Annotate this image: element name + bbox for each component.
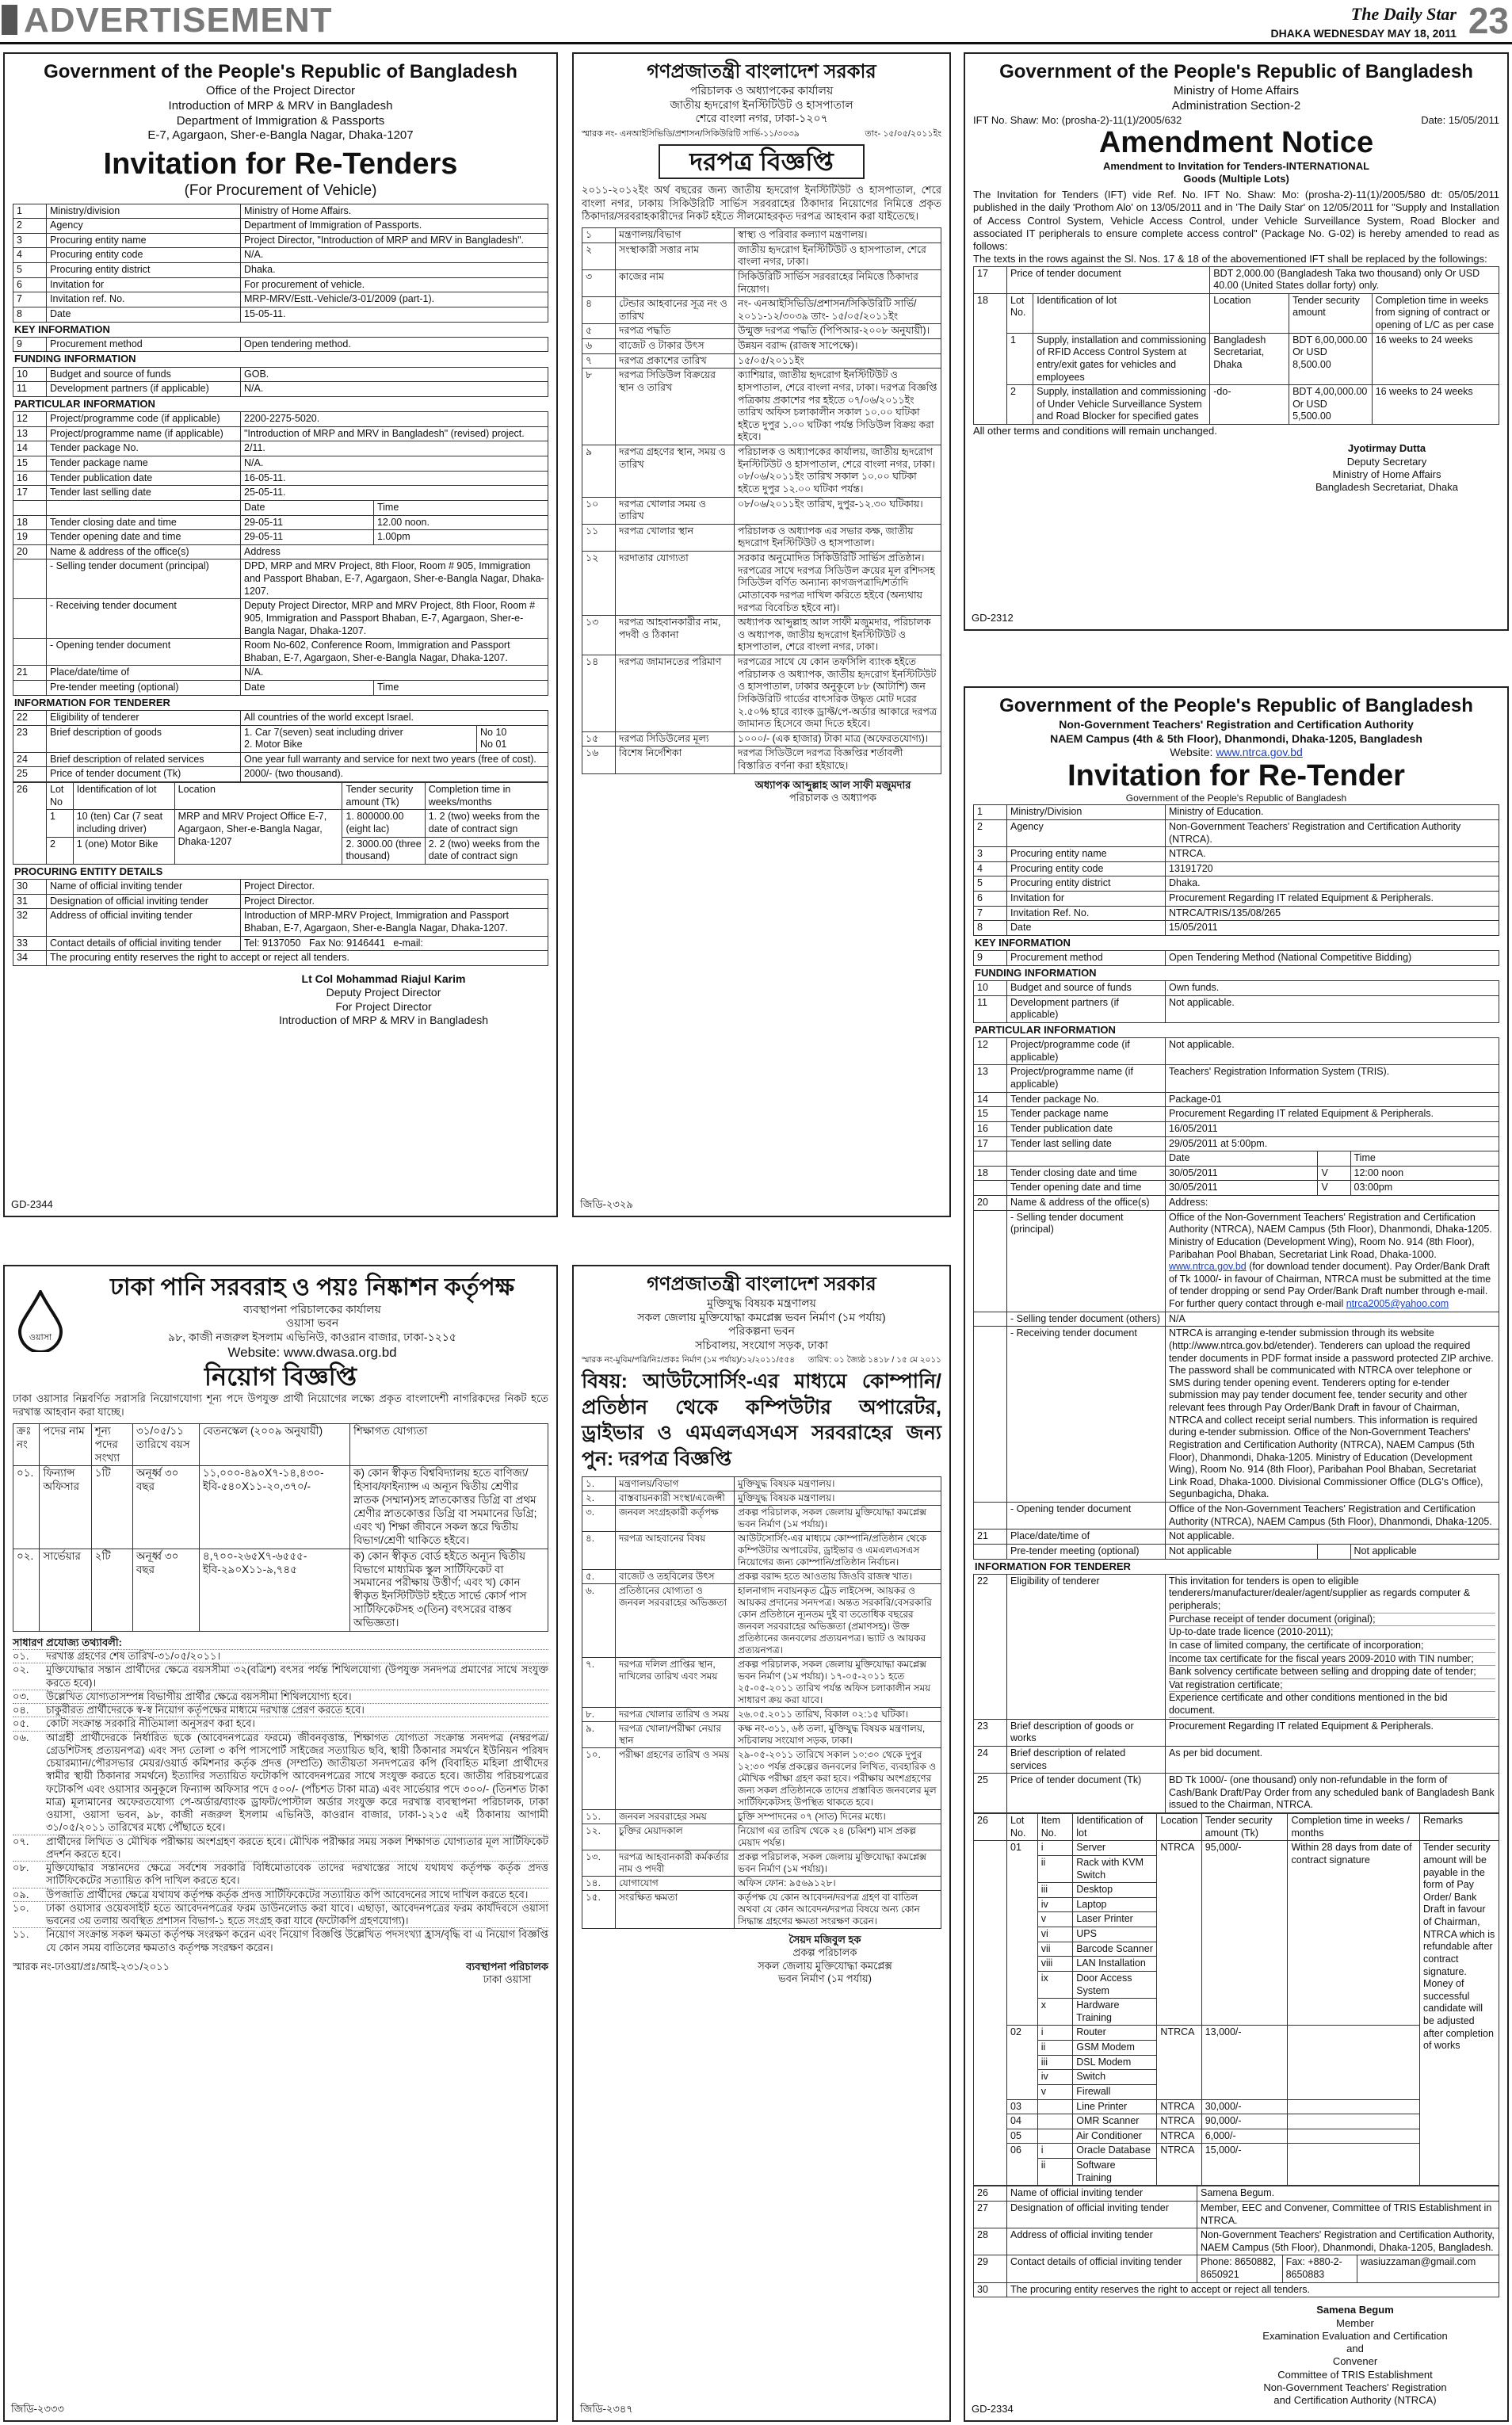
office-line: ৯৮, কাজী নজরুল ইসলাম এভিনিউ, কাওরান বাজার, ঢাকা-১২১৫ — [168, 1330, 456, 1343]
table-row: v Laser Printer — [974, 1912, 1499, 1927]
tender-table — [582, 1476, 941, 1929]
table-row: 20 Name & address of the office(s) Address: — [974, 1196, 1499, 1211]
office-line: Office of the Project Director — [205, 84, 356, 97]
ad-heading: গণপ্রজাতন্ত্রী বাংলাদেশ সরকার — [647, 61, 876, 82]
table-row: 1 10 (ten) Car (7 seat including driver) MRP and MRV Project Office E-7, Agargaon, Sher-e-Bangla Nagar, Dhaka-1207 1. 800000.00 (eight lac) 1. 2 (two) weeks from the date of contract sign — [13, 810, 548, 837]
table-row: 6 Invitation for For procurement of vehicle. — [13, 277, 548, 292]
table-row: Pre-tender meeting (optional) Date Time — [13, 681, 548, 696]
table-row: 18 Tender closing date and time 29-05-11 12.00 noon. — [13, 515, 548, 530]
table-row: - Opening tender document Room No-602, Conference Room, Immigration and Passport Bhaban, E-7, Agargaon, Sher-e-Bangla Nagar, Dhaka-1207. — [13, 639, 548, 666]
condition-item: ০৬. আগ্রহী প্রার্থীদেরকে নির্ধারিত ছকে (আবেদনপত্রের ফরমে) জীবনবৃত্তান্ত, শিক্ষাগত যোগ্যতা সংক্রান্ত সনদপত্র (নম্বরপত্র/গ্রেডশিটসহ প্রত্যয়নপত্র) এবং সদ্য তোলা ৩ কপি পাসপোর্ট সাইজের সত্যায়িত ছবি, স্থায়ী ঠিকানার সমর্থনে ইউনিয়ন পরিষদ চেয়ারম্যান/পৌরসভার মেয়র/ওয়ার্ড কমিশনার কর্তৃক প্রদত্ত (সম্প্রতি) জাতীয়তা সনদপত্রের কপি (বিবাহিত মহিলা প্রার্থীদের স্বামীর স্থায়ী ঠিকানার সমর্থনে) ইত্যাদির সত্যায়িত ফটোকপি আবেদনপত্রের সাথে সংযুক্ত করতে হবে। জাতীয় পরিচয়পত্রের ফটোকপি এবং ওয়াসার অনুকূলে ফিন্যান্স অফিসার পদে ৫০০/- (পাঁচশত টাকা মাত্র) এবং সার্ভেয়ার পদে ৩০০/- (তিনশত টাকা মাত্র) মূল্যমানের অফেরতযোগ্য পে-অর্ডার/ব্যাংক ড্রাফট/পোস্টাল অর্ডার সংযুক্ত করে দরখাস্ত ব্যবস্থাপনা পরিচালক, ঢাকা ওয়াসা, ওয়াসা ভবন, ৯৮, কাজী নজরুল ইসলাম এভিনিউ, কাওরান বাজার, ঢাকা-১২১৫ এই ঠিকানায় আগামী ৩১/০৫/২০১১ তারিখের মধ্যে পৌঁছাতে হবে। — [13, 1731, 548, 1834]
table-header-row: 26 Lot No. Item No. Identification of lot Location Tender security amount (Tk) Completion time in weeks / months Remarks — [974, 1814, 1499, 1841]
table-row: ৭. দরপত্র দলিল প্রাপ্তির স্থান, দাখিলের তারিখ এবং সময় প্রকল্প পরিচালক, সকল জেলায় মুক্তিযোদ্ধা কমপ্লেক্স ভবন নির্মাণ (১ম পর্যায়)। ১৭-০৫-২০১১ হতে ২৫-০৫-২০১১ তারিখ পর্যন্ত অফিস চলাকালীন সময় সাধারণ ক্রয় করা যাবে। — [582, 1658, 941, 1708]
tenderer-table — [13, 710, 548, 782]
ad-code: জিডি-২৩২৯ — [580, 1197, 633, 1210]
table-row: 33 Contact details of official inviting tender Tel: 9137050 Fax No: 9146441 e-mail: — [13, 936, 548, 951]
table-row: 3 Procuring entity name NTRCA. — [974, 847, 1499, 862]
table-row: 4 Procuring entity code N/A. — [13, 248, 548, 263]
ad-heading: Government of the People's Republic of Bangladesh — [999, 695, 1473, 716]
table-row: iv Switch — [974, 2070, 1499, 2085]
note: All other terms and conditions will remain unchanged. — [973, 425, 1217, 437]
ad-code: জিডি-২৩৩৩ — [11, 2402, 64, 2415]
table-row: ৯. দরপত্র খোলা/পরীক্ষা নেয়ার স্থান কক্ষ নং-৩১১, ৬ষ্ঠ তলা, মুক্তিযুদ্ধ বিষয়ক মন্ত্রণালয়, সচিবালয় সংযোগ সড়ক, ঢাকা। — [582, 1722, 941, 1748]
ad-subtitle: (For Procurement of Vehicle) — [184, 181, 377, 199]
ad-title: নিয়োগ বিজ্ঞপ্তি — [204, 1362, 357, 1392]
procuring-table — [973, 2186, 1499, 2297]
section-label: FUNDING INFORMATION — [14, 353, 136, 365]
office-line: ব্যবস্থাপনা পরিচালকের কার্যালয় — [243, 1302, 381, 1316]
condition-item: ০৮. মুক্তিযোদ্ধার সন্তানদের ক্ষেত্রে সর্বশেষ সরকারি বিধিমোতাবেক তাদের দরখাস্তের সাথে যথাযথ কর্তৃপক্ষ কর্তৃক প্রদত্ত সার্টিফিকেটের সত্যায়িত কপি দাখিল করতে হবে। — [13, 1862, 548, 1887]
table-row: vii Barcode Scanner — [974, 1942, 1499, 1957]
eligibility-item: Purchase receipt of tender document (original); — [1169, 1613, 1495, 1627]
table-row: ০২. সার্ভেয়ার ২টি অনূর্ধ্ব ৩০ বছর ৪,৭০০-২৬৫X৭-৬৫৫৫-ইবি-২৯০X১১-৯,৭৪৫ ক) কোন স্বীকৃত বোর্ড হইতে অন্যূন দ্বিতীয় বিভাগে মাধ্যমিক স্কুল সার্টিফিকেট বা সমমানের পরীক্ষায় উত্তীর্ণ; এবং খ) কোন স্বীকৃত ইনস্টিটিউট হইতে সার্ভে কোর্স পাস সার্টিফিকেটসহ ৩(তিন) বৎসরের বাস্তব অভিজ্ঞতা। — [13, 1549, 548, 1631]
table-row: ii Software Training — [974, 2159, 1499, 2186]
ad-title: Invitation for Re-Tenders — [103, 147, 458, 181]
ad-ntrca-re-tender — [964, 686, 1509, 2422]
wasa-logo: ওয়াসা — [13, 1290, 68, 1344]
ift-line: IFT No. Shaw: Mo: (prosha-2)-11(1)/2005/632 Date: 15/05/2011 — [973, 113, 1499, 126]
table-row: ১২. চুক্তির মেয়াদকাল নিয়োগ এর তারিখ থেকে ২৪ (চব্বিশ) মাস প্রকল্প মেয়াদ পর্যন্ত। — [582, 1824, 941, 1850]
table-row: ১১ দরপত্র খোলার স্থান পরিচালক ও অধ্যাপক এর সভার কক্ষ, জাতীয় হৃদরোগ ইনস্টিটিউট ও হাসপাতাল। — [582, 524, 941, 551]
footer-line: স্মারক নং-ঢাওয়া/প্রঃ/আই-২৩১/২০১১ ব্যবস্থাপনা পরিচালক ঢাকা ওয়াসা — [13, 1960, 548, 1986]
table-row: 11 Development partners (if applicable) Not applicable. — [974, 995, 1499, 1022]
table-row: ৯ দরপত্র গ্রহণের স্থান, সময় ও তারিখ পরিচালক ও অধ্যাপকের কার্যালয়, জাতীয় হৃদরোগ ইনস্টিটিউট ও হাসপাতাল, শেরে বাংলা নগর, ঢাকা। ০৮/০৬/২০১১ইং তারিখ সকাল ১০.০০ ঘটিকা হইতে দুপুর ১২.০০ ঘটিকা পর্যন্ত। — [582, 445, 941, 498]
header-mark-icon — [2, 5, 17, 35]
table-row: 11 Development partners (if applicable) N/A. — [13, 382, 548, 397]
masthead: The Daily Star — [1350, 4, 1457, 24]
table-row: 1 Ministry/division Ministry of Home Affairs. — [13, 204, 548, 219]
page-number: 23 — [1468, 0, 1509, 41]
table-row: 1 Supply, installation and commissioning of RFID Access Control System at entry/exit gates for vehicles and employees Bangladesh Secretariat, Dhaka BDT 6,00,000.00 Or USD 8,500.00 16 weeks to 24 weeks — [974, 333, 1499, 385]
table-row: iii Desktop — [974, 1883, 1499, 1898]
eligibility-item: Bank solvency certificate between selling and dropping date of tender; — [1169, 1666, 1495, 1679]
ad-title: Invitation for Re-Tender — [1067, 758, 1405, 792]
table-row: 12 Project/programme code (if applicable) 2200-2275-5020. — [13, 412, 548, 427]
office-line: মুক্তিযুদ্ধ বিষয়ক মন্ত্রণালয় — [707, 1297, 816, 1309]
condition-item: ০৩. উল্লেখিত যোগ্যতাসম্পন্ন বিভাগীয় প্রার্থীর ক্ষেত্রে বয়সসীমা শিথিলযোগ্য হবে। — [13, 1690, 548, 1703]
ad-dhaka-wasa-recruitment — [3, 1265, 558, 2422]
amendment-paragraph: The texts in the rows against the Sl. Nos. 17 & 18 of the abovementioned IFT shall be replaced by the followings: — [973, 253, 1487, 265]
table-row: 5 Procuring entity district Dhaka. — [974, 876, 1499, 892]
website-link[interactable]: www.ntrca.gov.bd — [1216, 746, 1303, 758]
table-row: ৮. দরপত্র খোলার তারিখ ও সময় ২৬.০৫.২০১১ তারিখ, বিকাল ০২:১৫ ঘটিকা। — [582, 1708, 941, 1722]
table-row: 02 i Router NTRCA 13,000/- — [974, 2026, 1499, 2041]
wasa-header — [13, 1273, 548, 1361]
section-label: PROCURING ENTITY DETAILS — [14, 865, 163, 877]
ad-heading: Government of the People's Republic of Bangladesh — [999, 61, 1473, 82]
table-row: ১৩ দরপত্র আহবানকারীর নাম, পদবী ও ঠিকানা অধ্যাপক আব্দুল্লাহ আল সাফী মজুমদার, পরিচালক ও অধ্যাপক, জাতীয় হৃদরোগ ইনস্টিটিউট ও হাসপাতাল, শেরে বাংলা নগর, ঢাকা। — [582, 616, 941, 655]
table-row: 1 Ministry/Division Ministry of Education. — [974, 805, 1499, 820]
table-row: 16 Tender publication date 16/05/2011 — [974, 1121, 1499, 1136]
eligibility-item: In case of limited company, the certificate of incorporation; — [1169, 1640, 1495, 1653]
table-row: ৬ বাজেট ও টাকার উৎস উন্নয়ন বরাদ্দ (রাজস্ব সাপেক্ষে)। — [582, 339, 941, 354]
table-row: 31 Designation of official inviting tender Project Director. — [13, 894, 548, 909]
eligibility-item: This invitation for tenders is open to eligible tenderers/manufacturer/dealer/agent/supplier as regards computer & peripherals; — [1169, 1575, 1495, 1613]
table-row: Tender opening date and time 30/05/2011 V 03:00pm — [974, 1181, 1499, 1196]
lot-table — [973, 1813, 1499, 2186]
office-line: NAEM Campus (4th & 5th Floor), Dhanmondi, Dhaka-1205, Bangladesh — [1050, 731, 1422, 745]
tender-table — [973, 804, 1499, 936]
table-row: 15 Tender package name Procurement Regarding IT related Equipment & Peripherals. — [974, 1107, 1499, 1122]
conditions-list — [13, 1649, 548, 1954]
website-link[interactable]: www.ntrca.gov.bd — [1169, 1261, 1247, 1273]
table-row: 8 Date 15-05-11. — [13, 307, 548, 322]
table-row: 21 Place/date/time of Not applicable. — [974, 1529, 1499, 1545]
table-row: 14 Tender package No. Package-01 — [974, 1092, 1499, 1107]
table-row: 3 Procuring entity name Project Director, "Introduction of MRP and MRV in Bangladesh". — [13, 233, 548, 248]
intro-paragraph: ঢাকা ওয়াসার নিম্নবর্ণিত সরাসরি নিয়োগযোগ্য শূন্য পদে উপযুক্ত প্রার্থী নিয়োগের লক্ষ্যে প্রকৃত বাংলাদেশী নাগরিকদের নিকট হতে দরখাস্ত আহবান করা যাচ্ছে। — [13, 1392, 548, 1418]
table-row: ১৬ বিশেষ নির্দেশিকা দরপত্র সিডিউলে দরপত্র বিজ্ঞপ্তির শর্তাবলী বিস্তারিত বর্ণনা করা হইয়াছে। — [582, 747, 941, 773]
office-line: পরিকল্পনা ভবন — [728, 1324, 795, 1337]
website-line[interactable]: Website: www.dwasa.org.bd — [227, 1345, 397, 1360]
table-row: 7 Invitation ref. No. MRP-MRV/Estt.-Vehicle/3-01/2009 (part-1). — [13, 292, 548, 307]
table-row: ৪. দরপত্র আহবানের বিষয় আউটসোর্সিং-এর মাধ্যমে কোম্পানি/প্রতিষ্ঠান থেকে কম্পিউটার অপারেটর, ড্রাইভার ও এমএলএসএস নিয়োগের জন্য কোম্পানি/প্রতিষ্ঠান নির্বাচন। — [582, 1532, 941, 1570]
table-row: 30 Name of official inviting tender Project Director. — [13, 880, 548, 895]
table-header-row: 26 Lot No Identification of lot Location Tender security amount (Tk) Completion time in weeks/months — [13, 783, 548, 810]
table-row: - Receiving tender document Deputy Project Director, MRP and MRV Project, 8th Floor, Room # 905, Immigration and Passport Bhaban, E-7, Agargaon, Sher-e-Bangla Nagar, Dhaka-1207. — [13, 599, 548, 639]
ad-invitation-re-tenders-vehicle — [3, 52, 558, 1217]
table-row: - Receiving tender document NTRCA is arranging e-tender submission through its website (http://www.ntrca.gov.bd/etender). Tenderers can upload the required tender documents in PDF format inside a password protected ZIP archive. The password shall be communicated with NTRCA over telephone or SMS during tender opening event. Tenderers opting for e-tender submission may pay tender document fee, tender security and other relevant fees through Pay Order/Bank Draft in favour of Chairman, NTRCA and collect receipt serial numbers. This information is required during e-tender submission. Office of the Non-Government Teachers' Registration and Certification Authority (NTRCA), NAEM Campus (5th Floor), Dhanmondi, Dhaka-1205. Ministry of Education (Development Wing), Room No. 914 (8th Floor), Paribahan Pool Bhaban, Secretariat Link Road, Dhaka-1000. Divisional Commissioner Office (DLG's Office), Segunbagicha, Dhaka. — [974, 1327, 1499, 1503]
office-line: সচিবালয়, সংযোগ সড়ক, ঢাকা — [695, 1338, 828, 1351]
table-row: viii LAN Installation — [974, 1957, 1499, 1972]
table-row: 32 Address of official inviting tender Introduction of MRP-MRV Project, Immigration and Passport Bhaban, E-7, Agargaon, Sher-e-Bangla Nagar, Dhaka-1207. — [13, 909, 548, 936]
table-row: 26 Name of official inviting tender Samena Begum. — [974, 2186, 1499, 2202]
table-row: 7 Invitation Ref. No. NTRCA/TRIS/135/08/265 — [974, 906, 1499, 921]
tender-table — [582, 227, 941, 774]
conditions-title: সাধারণ প্রযোজ্য তথ্যাবলী: — [13, 1636, 122, 1648]
table-row: ১৫. সংরক্ষিত ক্ষমতা কর্তৃপক্ষ যে কোন আবেদন/দরপত্র গ্রহণ বা বাতিল অথবা যে কোন আবেদন/দরপত্র বিষয়ে অন্য কোন সিদ্ধান্ত গ্রহণের ক্ষমতা সংরক্ষণ করেন। — [582, 1891, 941, 1929]
table-row: Date Time — [974, 1151, 1499, 1167]
vacancy-table — [13, 1423, 548, 1632]
table-row: 6 Invitation for Procurement Regarding IT related Equipment & Peripherals. — [974, 892, 1499, 907]
table-row: 16 Tender publication date 16-05-11. — [13, 471, 548, 486]
table-row: 12 Project/programme code (if applicable) Not applicable. — [974, 1038, 1499, 1065]
table-row: ২. বাস্তবায়নকারী সংস্থা/এজেন্সী মুক্তিযুদ্ধ বিষয়ক মন্ত্রণালয়। — [582, 1491, 941, 1506]
table-row: ১২ দরদাতার যোগ্যতা সরকার অনুমোদিত সিকিউরিটি সার্ভিস প্রতিষ্ঠান। দরপত্রের সাথে দরপত্র সিডিউল ক্রয়ের মূল রশিদসহ সিডিউল বর্ণিত অন্যান্য কাগজপত্রাদি/শর্তাদি মোতাবেক দরপত্র দাখিল করিতে হইবে (অন্যথায় দরপত্র বিবেচিত হইবে না)। — [582, 552, 941, 616]
table-row: 30 The procuring entity reserves the right to accept or reject all tenders. — [974, 2282, 1499, 2297]
eligibility-item: Up-to-date trade licence (2010-2011); — [1169, 1626, 1495, 1640]
condition-item: ০১. দরখাস্ত গ্রহণের শেষ তারিখ-৩১/০৫/২০১১। — [13, 1649, 548, 1663]
table-row: 01 i Server NTRCA 95,000/- Within 28 days from date of contract signature Tender security amount will be payable in the form of Pay Order/ Bank Draft in favour of Chairman, NTRCA which is refundable after contract signature. Money of successful candidate will be adjusted after completion of works — [974, 1841, 1499, 1856]
table-row: 10 Budget and source of funds GOB. — [13, 367, 548, 382]
table-row: - Selling tender document (principal) DPD, MRP and MRV Project, 8th Floor, Room # 905, Immigration and Passport Bhaban, E-7, Agargaon, Sher-e-Bangla Nagar, Dhaka-1207. — [13, 559, 548, 599]
ad-heading: Government of the People's Republic of Bangladesh — [44, 61, 517, 82]
condition-item: ১০. ঢাকা ওয়াসার ওয়েবসাইট হতে আবেদনপত্রের ফরম ডাউনলোড করা যাবে। এছাড়া, আবেদনপত্রের ফরম কার্যদিবসে ওয়াসা ভবনের ৩য় তলায় অবস্থিত প্রশাসন বিভাগ-১ হতে সংগ্রহ করা যাবে (ফটোকপি গ্রহণযোগ্য)। — [13, 1901, 548, 1927]
table-row: 15 Tender package name N/A. — [13, 456, 548, 472]
amendment-paragraph: The Invitation for Tenders (IFT) vide Ref. No. IFT No. Shaw: Mo: (prosha-2)-11(1)/2005/580 dt: 05/05/2011 published in the daily 'Prothom Alo' on 13/05/2011 and in 'The Daily Star' on 12/05/2011 for "Supply and Installation of Access Control System, Vehicle Access Control, under Vehicle Surveillance System, Road Blocker and associated IT peripherals to ensure complete access control" (Package No. G-02) is hereby amended to read as follows: — [973, 189, 1499, 253]
table-row: 2 Agency Department of Immigration of Passports. — [13, 219, 548, 234]
memo-line: স্মারক নং-মুবিম/পরি/নিঃ/প্রকঃ নির্মাণ (১ম পর্যায়)/১২/২০১১/৫৫৪ তারিখ: ০১ জ্যৈষ্ঠ ১৪১৮ / ১৫ মে ২০১১ — [582, 1355, 941, 1365]
table-row: 9 Procurement method Open tendering method. — [13, 337, 548, 352]
ad-subheading: Government of the People's Republic of Bangladesh — [1125, 792, 1347, 804]
table-row: 06 i Oracle Database NTRCA 15,000/- — [974, 2144, 1499, 2159]
email-link[interactable]: ntrca2005@yahoo.com — [1346, 1298, 1449, 1310]
tender-table — [13, 204, 548, 323]
table-row: ৬. প্রতিষ্ঠানের যোগ্যতা ও জনবল সরবরাহের অভিজ্ঞতা হালনাগাদ নবায়নকৃত ট্রেড লাইসেন্স, আয়কর ও আয়কর প্রদানের সনদপত্র। অন্তত সরকারি/বেসরকারি কোন প্রতিষ্ঠানে ন্যূনতম দুই বা ততোধিক বছরের জনবল সরবরাহের অভিজ্ঞতা (প্রমাণসহ)। উক্ত প্রতিষ্ঠানের জনবলের প্রত্যয়নপত্র। ভ্যাট ও আয়কর প্রত্যয়নপত্র। — [582, 1584, 941, 1658]
ad-amendment-notice — [964, 52, 1509, 631]
signature-block: সৈয়দ মজিবুল হক প্রকল্প পরিচালক সকল জেলায় মুক্তিযোদ্ধা কমপ্লেক্স ভবন নির্মাণ (১ম পর্যায়) — [758, 1934, 892, 1984]
ad-code: GD-2344 — [11, 1197, 53, 1210]
table-row: 19 Tender opening date and time 29-05-11 1.00pm — [13, 530, 548, 545]
office-line: Introduction of MRP & MRV in Bangladesh — [168, 98, 393, 113]
table-row: 22 Eligibility of tenderer All countries of the world except Israel. — [13, 710, 548, 725]
website-line: Website: www.ntrca.gov.bd — [1170, 746, 1303, 758]
dateline: DHAKA WEDNESDAY MAY 18, 2011 — [1270, 26, 1457, 40]
eligibility-item: Experience certificate and other conditions mentioned in the bid document. — [1169, 1692, 1495, 1717]
table-header-row: ক্রঃ নং পদের নাম শূন্য পদের সংখ্যা ৩১/০৫/১১ তারিখে বয়স বেতনস্কেল (২০০৯ অনুযায়ী) শিক্ষাগত যোগ্যতা — [13, 1423, 548, 1466]
office-line: Ministry of Home Affairs — [1173, 84, 1300, 97]
table-row: 03 Line Printer NTRCA 30,000/- — [974, 2099, 1499, 2114]
table-row: ২ সংস্থাকারী সত্তার নাম জাতীয় হৃদরোগ ইনস্টিটিউট ও হাসপাতাল, শেরে বাংলা নগর, ঢাকা। — [582, 242, 941, 269]
procuring-table — [13, 879, 548, 966]
ad-code: GD-2334 — [972, 2402, 1014, 2415]
table-row: ii GSM Modem — [974, 2041, 1499, 2056]
table-row: ৪ টেন্ডার আহবানের সূত্র নং ও তারিখ নং- এনআইসিভিডি/প্রশাসন/সিকিউরিটি সার্ভি/২০১১-১২/৩০৩৯ তাং- ১৫/০৫/২০১১ইং — [582, 297, 941, 324]
condition-item: ০৫. কোটা সংক্রান্ত সরকারি নীতিমালা অনুসরণ করা হবে। — [13, 1717, 548, 1730]
table-row: Date Time — [13, 500, 548, 515]
ad-subtitle: Goods (Multiple Lots) — [1183, 172, 1289, 185]
table-row: ১৫ দরপত্র সিডিউলের মূল্য ১০০০/- (এক হাজার) টাকা মাত্র (অফেরতযোগ্য)। — [582, 731, 941, 747]
table-row: 4 Procuring entity code 13191720 — [974, 861, 1499, 876]
table-row: 24 Brief description of related services One year full warranty and service for next two years (free of cost). — [13, 752, 548, 767]
particular-table — [13, 411, 548, 696]
table-row: ১১. জনবল সরবরাহের সময় চুক্তি সম্পাদনের ০৭ (সাত) দিনের মধ্যে। — [582, 1810, 941, 1824]
section-label: FUNDING INFORMATION — [975, 966, 1097, 979]
condition-item: ১১. নিয়োগ সংক্রান্ত সকল ক্ষমতা কর্তৃপক্ষ সংরক্ষণ করেন এবং নিয়োগ বিজ্ঞপ্তি উল্লেখিত পদসংখ্যা হ্রাস/বৃদ্ধি বা এ নিয়োগ বিজ্ঞপ্তি যে কোন সময় বাতিলের ক্ষমতাও কর্তৃপক্ষ সংরক্ষণ করেন। — [13, 1928, 548, 1953]
table-row: 10 Budget and source of funds Own funds. — [974, 981, 1499, 996]
section-label: KEY INFORMATION — [975, 936, 1071, 949]
ad-heading: গণপ্রজাতন্ত্রী বাংলাদেশ সরকার — [647, 1274, 876, 1295]
office-line: Administration Section-2 — [1171, 98, 1301, 113]
table-row: 18 Tender closing date and time 30/05/2011 V 12:00 noon — [974, 1166, 1499, 1181]
section-label: INFORMATION FOR TENDERER — [14, 696, 170, 708]
table-row: iii DSL Modem — [974, 2055, 1499, 2070]
table-row: ১৪ দরপত্র জামানতের পরিমাণ দরপত্রের সাথে যে কোন তফসিলি ব্যাংক হইতে পরিচালক ও অধ্যাপক, জাতীয় হৃদরোগ ইনস্টিটিউট ও হাসপাতাল, ঢাকার অনুকূলে ৮৮ (আটাশি) জন সিকিউরিটি গার্ডের বাৎসরিক উদ্ধৃত মোট দরের ২.৫০% হারে ব্যাংক ড্রাফ্ট/পে-অর্ডার আকারে দরপত্র জামানত হিসেবে জমা দিতে হইবে। — [582, 655, 941, 732]
table-row: - Opening tender document Office of the Non-Government Teachers' Registration and Certification Authority (NTRCA), NAEM Campus (5th Floor), Dhanmondi, Dhaka-1205. — [974, 1503, 1499, 1529]
amendment-table — [973, 266, 1499, 426]
table-row: 34 The procuring entity reserves the right to accept or reject all tenders. — [13, 951, 548, 966]
ad-code: GD-2312 — [972, 611, 1014, 624]
table-row: ১ মন্ত্রণালয়/বিভাগ স্বাস্থ্য ও পরিবার কল্যাণ মন্ত্রণালয়। — [582, 228, 941, 243]
table-row: ৮ দরপত্র সিডিউল বিক্রয়ের স্থান ও তারিখ ক্যাশিয়ার, জাতীয় হৃদরোগ ইনস্টিটিউট ও হাসপাতাল, শেরে বাংলা নগর, ঢাকা। দরপত্র বিজ্ঞপ্তি পত্রিকায় প্রকাশের পর হইতে ০৭/০৬/২০১১ইং তারিখ অফিস চলাকালীন সকাল ১০.০০ ঘটিকা হইতে দুপুর ১.০০ ঘটিকা পর্যন্ত সিডিউল বিক্রয় করা হইবে। — [582, 369, 941, 445]
section-label: PARTICULAR INFORMATION — [975, 1023, 1116, 1036]
table-row: 24 Brief description of related services As per bid document. — [974, 1746, 1499, 1773]
ad-title: দরপত্র বিজ্ঞপ্তি — [659, 144, 865, 179]
table-row: 8 Date 15/05/2011 — [974, 921, 1499, 936]
table-row: ০১. ফিন্যান্স অফিসার ১টি অনূর্ধ্ব ৩০ বছর ১১,০০০-৪৯০X৭-১৪,৪৩০-ইবি-৫৪০X১১-২০,৩৭০/- ক) কোন স্বীকৃত বিশ্ববিদ্যালয় হতে বাণিজ্য/হিসাব/ফাইন্যান্স এ অন্যূন দ্বিতীয় শ্রেণীর স্নাতক (সম্মান)সহ স্নাতকোত্তর ডিগ্রি বা প্রথম শ্রেণীর স্নাতকোত্তর ডিগ্রি বা সমমানের ডিগ্রি; এবং খ) শিক্ষা জীবনে সকল স্তরে দ্বিতীয় বিভাগ/শ্রেণী থাকিতে হইবে। — [13, 1466, 548, 1549]
section-label: INFORMATION FOR TENDERER — [975, 1560, 1131, 1572]
table-row: 17 Tender last selling date 29/05/2011 at 5:00pm. — [974, 1136, 1499, 1151]
table-row: ১৩. দরপত্র আহবানকারী কর্মকর্তার নাম ও পদবী প্রকল্প পরিচালক, সকল জেলায় মুক্তিযোদ্ধা কমপ্লেক্স ভবন নির্মাণ (১ম পর্যায়)। — [582, 1850, 941, 1877]
office-line: জাতীয় হৃদরোগ ইনস্টিটিউট ও হাসপাতাল — [670, 97, 853, 111]
table-row: 17 Tender last selling date 25-05-11. — [13, 486, 548, 501]
office-line: Non-Government Teachers' Registration and Certification Authority — [1059, 718, 1414, 731]
table-row: ৫. বাজেট ও তহবিলের উৎস প্রকল্প বরাদ্দ হতে আওতায় জিওবি রাজস্ব খাত। — [582, 1570, 941, 1584]
table-row: ১৪. যোগাযোগ অফিস ফোন: ৯৫৬৯১২৮। — [582, 1877, 941, 1891]
table-row: 14 Tender package No. 2/11. — [13, 441, 548, 456]
table-row: 2 Agency Non-Government Teachers' Registration and Certification Authority (NTRCA). — [974, 819, 1499, 846]
subject: বিষয়: আউটসোর্সিং-এর মাধ্যমে কোম্পানি/প্রতিষ্ঠান থেকে কম্পিউটার অপারেটর, ড্রাইভার ও এমএলএসএস সরবরাহের জন্য পুন: দরপত্র বিজ্ঞপ্তি — [582, 1370, 941, 1470]
memo-line: স্মারক নং- এনআইসিভিডি/প্রশাসন/সিকিউরিটি সার্ভি-১১/৩০৩৯ তাং- ১৫/০৫/২০১১ইং — [582, 128, 941, 139]
table-row: ix Door Access System — [974, 1971, 1499, 1998]
table-row: - Selling tender document (others) N/A — [974, 1312, 1499, 1327]
office-line: সকল জেলায় মুক্তিযোদ্ধা কমপ্লেক্স ভবন নির্মাণ (১ম পর্যায়) — [637, 1310, 886, 1323]
table-row: 25 Price of tender document (Tk) BD Tk 1000/- (one thousand) only non-refundable in the form of Cash/Bank Draft/Pay Order from any scheduled bank of Bangladesh Bank issued to the Chairman, NTRCA. — [974, 1774, 1499, 1813]
table-row: 25 Price of tender document (Tk) 2000/- (two thousand). — [13, 767, 548, 782]
table-row: 2 Supply, installation and commissioning of Under Vehicle Surveillance System and Road Blocker for specified gates -do- BDT 4,00,000.00 Or USD 5,500.00 16 weeks to 24 weeks — [974, 385, 1499, 425]
intro-paragraph: ২০১১-২০১২ইং অর্থ বছরের জন্য জাতীয় হৃদরোগ ইনস্টিটিউট ও হাসপাতাল, শেরে বাংলা নগর, ঢাকায় সিকিউরিটি সার্ভিস সরবরাহের ঠিকাদার নিয়োগের নিমিত্তে প্রকৃত ঠিকাদার/সরবরাহকারীদের নিকট হইতে সীলমোহরকৃত দরপত্র আহবান করা যাইতেছে। — [582, 184, 941, 222]
masthead-block — [1271, 3, 1457, 40]
table-row: 28 Address of official inviting tender Non-Government Teachers' Registration and Certification Authority, NAEM Campus (5th Floor), Dhanmondi, Dhaka-1205, Bangladesh. — [974, 2228, 1499, 2255]
table-row: ৫ দরপত্র পদ্ধতি উন্মুক্ত দরপত্র পদ্ধতি (পিপিআর-২০০৮ অনুযায়ী)। — [582, 324, 941, 339]
ad-title: Amendment Notice — [1098, 125, 1374, 159]
table-row: 2 1 (one) Motor Bike 2. 3000.00 (three thousand) 2. 2 (two) weeks from the date of contract sign — [13, 837, 548, 864]
table-row: 13 Project/programme name (if applicable) "Introduction of MRP and MRV in Bangladesh" (revised) project. — [13, 426, 548, 441]
table-row: 21 Place/date/time of N/A. — [13, 666, 548, 681]
condition-item: ০৪. চাকুরীরত প্রার্থীদেরকে স্ব-স্ব নিয়োগ কর্তৃপক্ষের মাধ্যমে দরখাস্ত প্রেরণ করতে হবে। — [13, 1703, 548, 1717]
eligibility-item: Income tax certificate for the fiscal years 2009-2010 with TIN number; — [1169, 1653, 1495, 1667]
table-row: ৩. জনবল সংগ্রহকারী কর্তৃপক্ষ প্রকল্প পরিচালক, সকল জেলায় মুক্তিযোদ্ধা কমপ্লেক্স ভবন নির্মাণ (১ম পর্যায়)। — [582, 1506, 941, 1532]
table-row: ii Rack with KVM Switch — [974, 1855, 1499, 1882]
table-row: ৭ দরপত্র প্রকাশের তারিখ ১৫/০৫/২০১১ইং — [582, 353, 941, 369]
table-row: 23 Brief description of goods 1. Car 7(seven) seat including driver 2. Motor Bike No 10 No 01 — [13, 725, 548, 752]
signature-block: অধ্যাপক আব্দুল্লাহ আল সাফী মজুমদার পরিচালক ও অধ্যাপক — [754, 778, 911, 804]
lot-table — [13, 782, 548, 865]
ad-heading: ঢাকা পানি সরবরাহ ও পয়ঃ নিষ্কাশন কর্তৃপক্ষ — [109, 1274, 515, 1300]
page-header — [0, 0, 1512, 44]
table-row: 13 Project/programme name (if applicable) Teachers' Registration Information System (TRIS). — [974, 1065, 1499, 1092]
signature-block: ব্যবস্থাপনা পরিচালক ঢাকা ওয়াসা — [466, 1960, 548, 1986]
table-row: 04 OMR Scanner NTRCA 90,000/- — [974, 2114, 1499, 2129]
table-row: - Selling tender document (principal) Office of the Non-Government Teachers' Registration and Certification Authority (NTRCA), NAEM Campus (5th Floor), Dhanmondi, Dhaka-1205. Ministry of Education (Development Wing), Room No. 914 (8th Floor), Paribahan Pool Bhaban, Secretariat Link Road, Dhaka-1000. www.ntrca.gov.bd (for download tender document). Pay Order/Bank Draft of Tk 1000/- in favour of Chairman, NTRCA must be submitted at the time of tender dropping or send Pay Order/Bank Draft number through e-mail. For further query contact through e-mail ntrca2005@yahoo.com — [974, 1210, 1499, 1312]
office-line: ওয়াসা ভবন — [285, 1316, 339, 1329]
office-line: শেরে বাংলা নগর, ঢাকা-১২০৭ — [695, 112, 828, 124]
table-row: 17 Price of tender document BDT 2,000.00 (Bangladesh Taka two thousand) only Or USD 40.00 (United States dollar forty) only. — [974, 266, 1499, 293]
tenderer-table — [973, 1574, 1499, 1813]
table-row: v Firewall — [974, 2084, 1499, 2099]
condition-item: ০২. মুক্তিযোদ্ধার সন্তান প্রার্থীদের ক্ষেত্রে বয়সসীমা ৩২(বত্রিশ) বৎসর পর্যন্ত শিথিলযোগ্য (উপযুক্ত সনদপত্র প্রমাণের সাথে সংযুক্ত করতে হবে)। — [13, 1663, 548, 1689]
table-row: iv Laptop — [974, 1897, 1499, 1912]
signature-block: Samena Begum Member Examination Evaluation and Certification and Convener Committee of TRIS Establishment Non-Government Teachers' Registration and Certification Authority (NTRCA) — [1262, 2304, 1448, 2407]
particular-table — [973, 1037, 1499, 1559]
ad-subtitle: Amendment to Invitation for Tenders-INTERNATIONAL — [1102, 159, 1370, 172]
table-row: 23 Brief description of goods or works Procurement Regarding IT related Equipment & Peripherals. — [974, 1719, 1499, 1746]
condition-item: ০৯. উপজাতি প্রার্থীদের ক্ষেত্রে যথাযথ কর্তৃপক্ষ কর্তৃক প্রদত্ত সার্টিফিকেটের সত্যায়িত কপি আবেদনের সাথে দাখিল করতে হবে। — [13, 1888, 548, 1901]
section-label: PARTICULAR INFORMATION — [14, 397, 155, 410]
section-title: ADVERTISEMENT — [24, 1, 333, 40]
section-label: KEY INFORMATION — [14, 323, 110, 335]
table-row: 22 Eligibility of tenderer This invitation for tenders is open to eligible tenderers/manufacturer/dealer/agent/supplier as regards computer & peripherals; Purchase receipt of tender document (original); Up-to-date trade licence (2010-2011); In case of limited company, the certificate of incorporation; Income tax certificate for the fiscal years 2009-2010 with TIN number; Bank solvency certificate between selling and dropping date of tender; Vat registration certificate; Experience certificate and other conditions mentioned in the bid document. — [974, 1574, 1499, 1719]
table-row: 05 Air Conditioner NTRCA 6,000/- — [974, 2129, 1499, 2144]
table-header-row: 18 Lot No. Identification of lot Location Tender security amount Completion time in weeks from signing of contract or opening of L/C as per case — [974, 293, 1499, 333]
table-row: ১০. পরীক্ষা গ্রহণের তারিখ ও সময় ২৯-০৫-২০১১ তারিখে সকাল ১০:৩০ থেকে দুপুর ১২:৩০ পর্যন্ত প্রকল্পের জনবলের লিখিত, ব্যবহারিক ও মৌখিক পরীক্ষা গ্রহণ করা হবে। পরীক্ষায় অংশগ্রহণের জন্য সকল প্রতিষ্ঠানকে তাদের প্রস্তাবিত জনবলের মূল সার্টিফিকেটসহ উপস্থিত থাকতে হবে। — [582, 1748, 941, 1810]
table-row: ১. মন্ত্রণালয়/বিভাগ মুক্তিযুদ্ধ বিষয়ক মন্ত্রণালয়। — [582, 1477, 941, 1491]
signature-block: Lt Col Mohammad Riajul Karim Deputy Project Director For Project Director Introduction of MRP & MRV in Bangladesh — [278, 972, 489, 1027]
office-line: E-7, Agargaon, Sher-e-Bangla Nagar, Dhaka-1207 — [147, 128, 414, 143]
table-row: 5 Procuring entity district Dhaka. — [13, 263, 548, 278]
condition-item: ০৭. প্রার্থীদের লিখিত ও মৌখিক পরীক্ষায় অংশগ্রহণ করতে হবে। মৌখিক পরীক্ষার সময় সকল শিক্ষাগত যোগ্যতার মূল সার্টিফিকেট প্রদর্শন করতে হবে। — [13, 1835, 548, 1860]
table-row: vi UPS — [974, 1927, 1499, 1942]
table-row: 29 Contact details of official inviting tender Phone: 8650882, 8650921 Fax: +880-2-8650883 wasiuzzaman@gmail.com — [974, 2255, 1499, 2282]
table-row: 20 Name & address of the office(s) Address — [13, 544, 548, 559]
office-line: Department of Immigration & Passports — [176, 113, 385, 128]
ad-bn-outsourcing-tender — [572, 1265, 951, 2422]
table-row: 9 Procurement method Open Tendering Method (National Competitive Bidding) — [974, 951, 1499, 966]
table-row: ১০ দরপত্র খোলার সময় ও তারিখ ০৮/০৬/২০১১ইং তারিখ, দুপুর-১২.৩০ ঘটিকায়। — [582, 497, 941, 524]
table-row: Pre-tender meeting (optional) Not applicable Not applicable — [974, 1544, 1499, 1559]
table-row: ৩ কাজের নাম সিকিউরিটি সার্ভিস সরবরাহের নিমিত্তে ঠিকাদার নিয়োগ। — [582, 269, 941, 296]
table-row: 27 Designation of official inviting tender Member, EEC and Convener, Committee of TRIS Establishment in NTRCA. — [974, 2201, 1499, 2228]
office-line: পরিচালক ও অধ্যাপকের কার্যালয় — [689, 84, 834, 97]
ad-code: জিডি-২৩৪৭ — [580, 2402, 633, 2415]
table-row: x Hardware Training — [974, 1999, 1499, 2026]
eligibility-item: Vat registration certificate; — [1169, 1679, 1495, 1693]
signature-block: Jyotirmay Dutta Deputy Secretary Ministry of Home Affairs Bangladesh Secretariat, Dhaka — [1315, 442, 1458, 494]
ad-bn-tender-notice-heart-institute — [572, 52, 951, 1217]
